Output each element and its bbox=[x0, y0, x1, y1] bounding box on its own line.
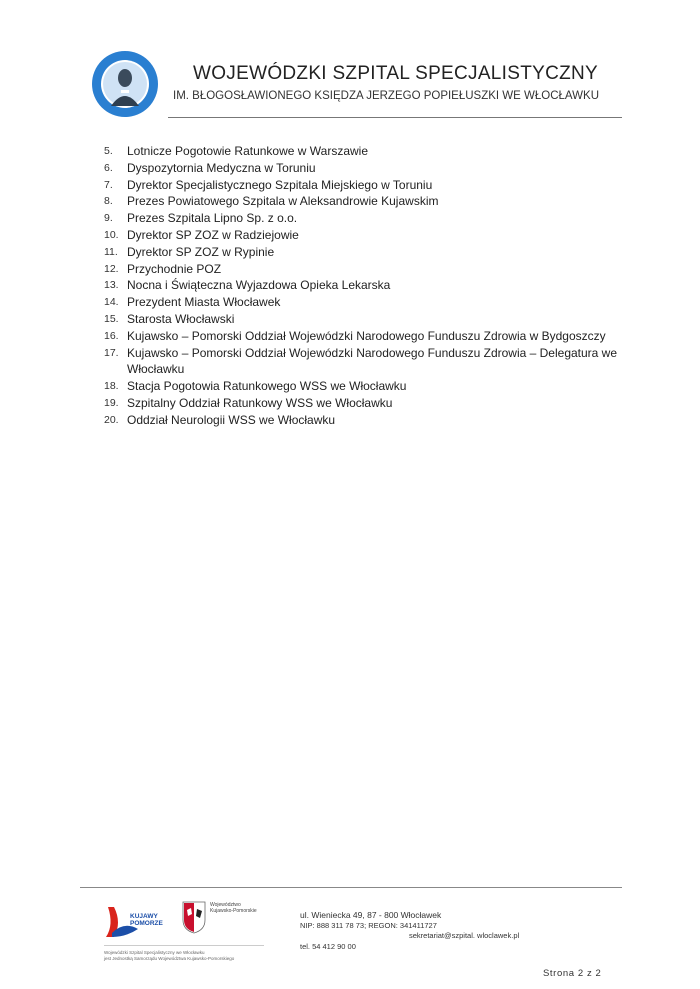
list-item-number: 8. bbox=[104, 195, 113, 208]
list-item-text: Prezydent Miasta Włocławek bbox=[127, 295, 281, 310]
list-item-text: Kujawsko – Pomorski Oddział Wojewódzki Narodowego Funduszu Zdrowia w Bydgoszczy bbox=[127, 328, 606, 343]
list-item-text: Nocna i Świąteczna Wyjazdowa Opieka Lekarska bbox=[127, 278, 391, 293]
kp-logo-line1: KUJAWY bbox=[130, 913, 158, 920]
list-item-text: Przychodnie POZ bbox=[127, 261, 222, 276]
footer-email: sekretariat@szpital. wloclawek.pl bbox=[409, 931, 520, 940]
list-item-number: 9. bbox=[104, 212, 113, 225]
list-item-text: Dyrektor SP ZOZ w Radziejowie bbox=[127, 227, 299, 242]
footer-small-print bbox=[104, 950, 234, 962]
kujawy-pomorze-logo-icon bbox=[104, 903, 184, 939]
kp-logo-line2: POMORZE bbox=[130, 920, 163, 927]
list-item bbox=[104, 345, 624, 379]
list-item bbox=[104, 193, 624, 210]
list-item-number: 12. bbox=[104, 262, 119, 275]
list-item-text: Lotnicze Pogotowie Ratunkowe w Warszawie bbox=[127, 144, 369, 158]
footer-nip-regon: NIP: 888 311 78 73; REGON: 341411727 bbox=[300, 921, 437, 930]
list-item-number: 16. bbox=[104, 329, 119, 342]
list-item bbox=[104, 277, 624, 294]
list-item-text: Oddział Neurologii WSS we Włocławku bbox=[127, 412, 336, 427]
list-item bbox=[104, 160, 624, 177]
list-item-number: 5. bbox=[104, 145, 113, 157]
header-divider bbox=[168, 117, 622, 118]
list-item-number: 6. bbox=[104, 161, 113, 174]
voivodeship-label-line1: Województwo bbox=[210, 902, 241, 908]
list-item-text: Szpitalny Oddział Ratunkowy WSS we Włocławku bbox=[127, 395, 393, 410]
hospital-patron-subtitle: IM. BŁOGOSŁAWIONEGO KSIĘDZA JERZEGO POPIEŁUSZKI WE WŁOCŁAWKU bbox=[173, 90, 599, 102]
list-item bbox=[104, 210, 624, 227]
list-item bbox=[104, 294, 624, 311]
list-item bbox=[104, 177, 624, 194]
list-item bbox=[104, 261, 624, 278]
list-item bbox=[104, 328, 624, 345]
voivodeship-label-line2: Kujawsko-Pomorskie bbox=[210, 908, 257, 914]
list-item-text: Dyrektor SP ZOZ w Rypinie bbox=[127, 244, 275, 259]
list-item-number: 10. bbox=[104, 228, 119, 241]
recipient-list bbox=[104, 143, 624, 429]
list-item-text: Dyspozytornia Medyczna w Toruniu bbox=[127, 160, 316, 175]
list-item-number: 17. bbox=[104, 346, 119, 359]
voivodeship-coat-of-arms-icon bbox=[181, 900, 207, 934]
list-item-number: 19. bbox=[104, 396, 119, 409]
list-item bbox=[104, 412, 624, 429]
footer-address: ul. Wieniecka 49, 87 - 800 Włocławek bbox=[300, 910, 442, 920]
list-item bbox=[104, 311, 624, 328]
list-item-text: Stacja Pogotowia Ratunkowego WSS we Włocławku bbox=[127, 379, 407, 394]
list-item-text: Kujawsko – Pomorski Oddział Wojewódzki Narodowego Funduszu Zdrowia – Delegatura we Włocławku bbox=[127, 345, 618, 377]
page-number: Strona 2 z 2 bbox=[543, 968, 602, 979]
list-item-number: 15. bbox=[104, 312, 119, 325]
list-item-number: 14. bbox=[104, 296, 119, 309]
footer-divider bbox=[80, 887, 622, 888]
list-item bbox=[104, 395, 624, 412]
list-item-number: 18. bbox=[104, 380, 119, 393]
list-item-text: Prezes Powiatowego Szpitala w Aleksandrowie Kujawskim bbox=[127, 194, 439, 209]
footer-phone: tel. 54 412 90 00 bbox=[300, 942, 356, 951]
voivodeship-label bbox=[210, 902, 257, 914]
list-item bbox=[104, 244, 624, 261]
list-item bbox=[104, 378, 624, 395]
list-item bbox=[104, 227, 624, 244]
list-item-number: 7. bbox=[104, 178, 113, 191]
list-item-text: Starosta Włocławski bbox=[127, 311, 235, 326]
list-item-number: 20. bbox=[104, 413, 119, 426]
hospital-name-title: WOJEWÓDZKI SZPITAL SPECJALISTYCZNY bbox=[193, 63, 599, 84]
footer-small-line2: jest Jednostką Samorządu Województwa Kujawsko-Pomorskiego bbox=[104, 956, 235, 961]
hospital-logo bbox=[91, 50, 159, 118]
list-item-number: 11. bbox=[104, 245, 118, 258]
footer-small-divider bbox=[104, 945, 264, 946]
list-item-text: Prezes Szpitala Lipno Sp. z o.o. bbox=[127, 211, 298, 226]
list-item-text: Dyrektor Specjalistycznego Szpitala Miejskiego w Toruniu bbox=[127, 177, 433, 192]
footer-small-line1: Wojewódzki Szpital Specjalistyczny we Włocławku bbox=[104, 950, 205, 955]
list-item bbox=[104, 143, 624, 160]
list-item-number: 13. bbox=[104, 279, 119, 292]
